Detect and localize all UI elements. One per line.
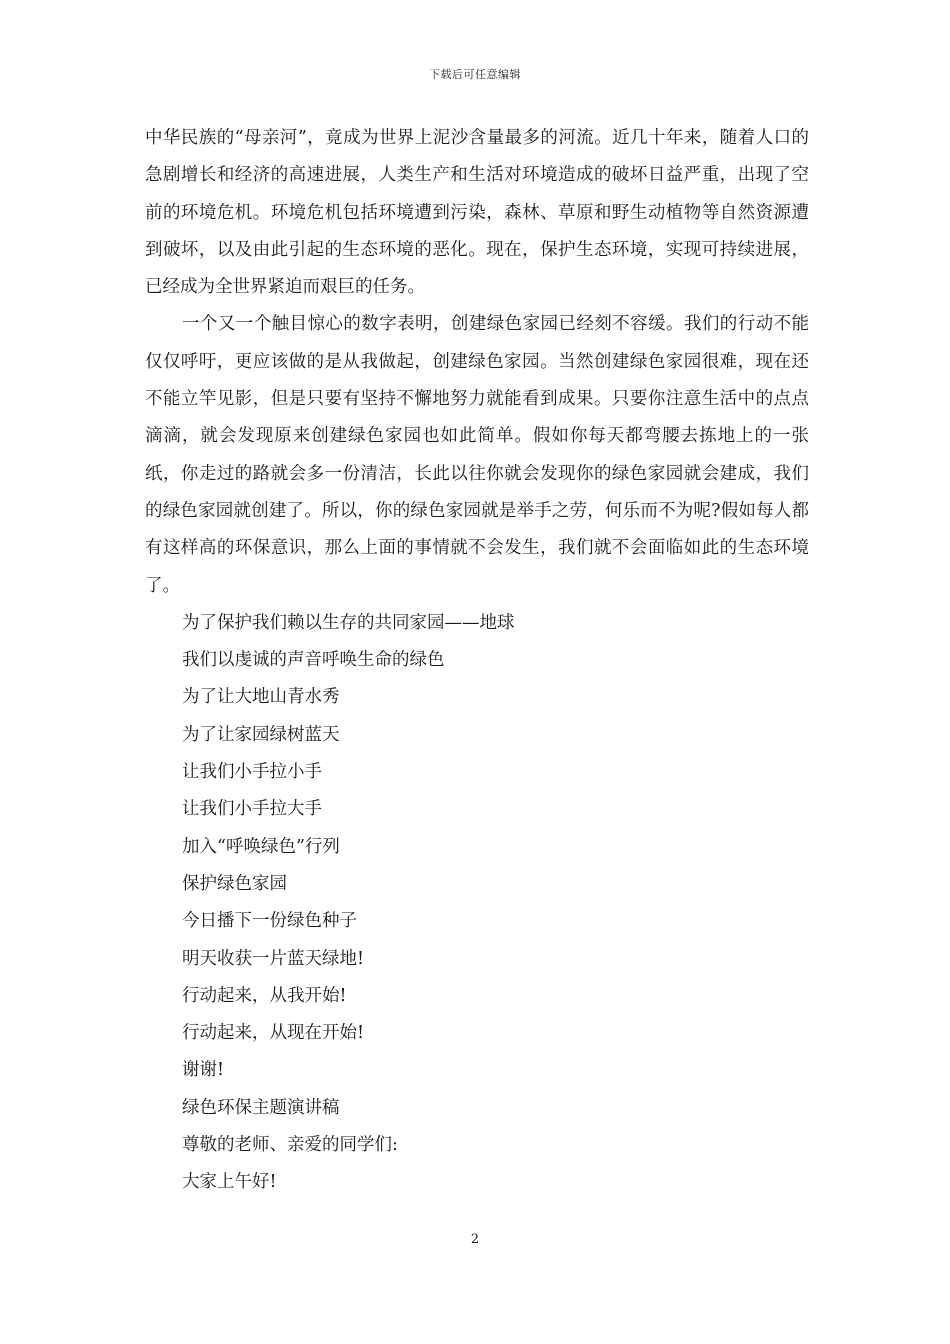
text-line: 谢谢!	[182, 1060, 225, 1081]
page-number: 2	[470, 1232, 480, 1247]
text-line: 让我们小手拉大手	[182, 799, 322, 820]
text-line: 让我们小手拉小手	[182, 762, 322, 783]
text-line: 为了保护我们赖以生存的共同家园——地球	[182, 612, 515, 633]
text-line: 加入“呼唤绿色”行列	[182, 836, 340, 857]
text-line: 我们以虔诚的声音呼唤生命的绿色	[182, 650, 445, 671]
text-line: 为了让大地山青水秀	[182, 687, 340, 708]
text-line: 行动起来，从现在开始!	[182, 1023, 365, 1044]
page-header: 下载后可任意编辑	[429, 68, 521, 81]
text-line: 保护绿色家园	[182, 873, 287, 894]
document-body	[145, 120, 809, 1202]
paragraph-2: 一个又一个触目惊心的数字表明，创建绿色家园已经刻不容缓。我们的行动不能仅仅呼吁，更应该做的是从我做起，创建绿色家园。当然创建绿色家园很难，现在还不能立竿见影，但是只要有坚持不懈地努力就能看到成果。只要你注意生活中的点点滴滴，就会发现原来创建绿色家园也如此简单。假如你每天都弯腰去拣地上的一张纸，你走过的路就会多一份清洁，长此以往你就会发现你的绿色家园就会建成，我们的绿色家园就创建了。所以，你的绿色家园就是举手之劳，何乐而不为呢?假如每人都有这样高的环保意识，那么上面的事情就不会发生，我们就不会面临如此的生态环境了。	[145, 314, 809, 596]
text-line: 今日播下一份绿色种子	[182, 911, 357, 932]
paragraph-1: 中华民族的“母亲河”，竟成为世界上泥沙含量最多的河流。近几十年来，随着人口的急剧增长和经济的高速进展，人类生产和生活对环境造成的破坏日益严重，出现了空前的环境危机。环境危机包括环境遭到污染，森林、草原和野生动植物等自然资源遭到破坏，以及由此引起的生态环境的恶化。现在，保护生态环境，实现可持续进展，已经成为全世界紧迫而艰巨的任务。	[145, 128, 809, 298]
salutation: 尊敬的老师、亲爱的同学们:	[182, 1135, 398, 1156]
greeting: 大家上午好!	[182, 1172, 277, 1193]
section-title: 绿色环保主题演讲稿	[182, 1097, 340, 1118]
text-line: 行动起来，从我开始!	[182, 985, 347, 1006]
text-line: 明天收获一片蓝天绿地!	[182, 948, 365, 969]
text-line: 为了让家园绿树蓝天	[182, 724, 340, 745]
